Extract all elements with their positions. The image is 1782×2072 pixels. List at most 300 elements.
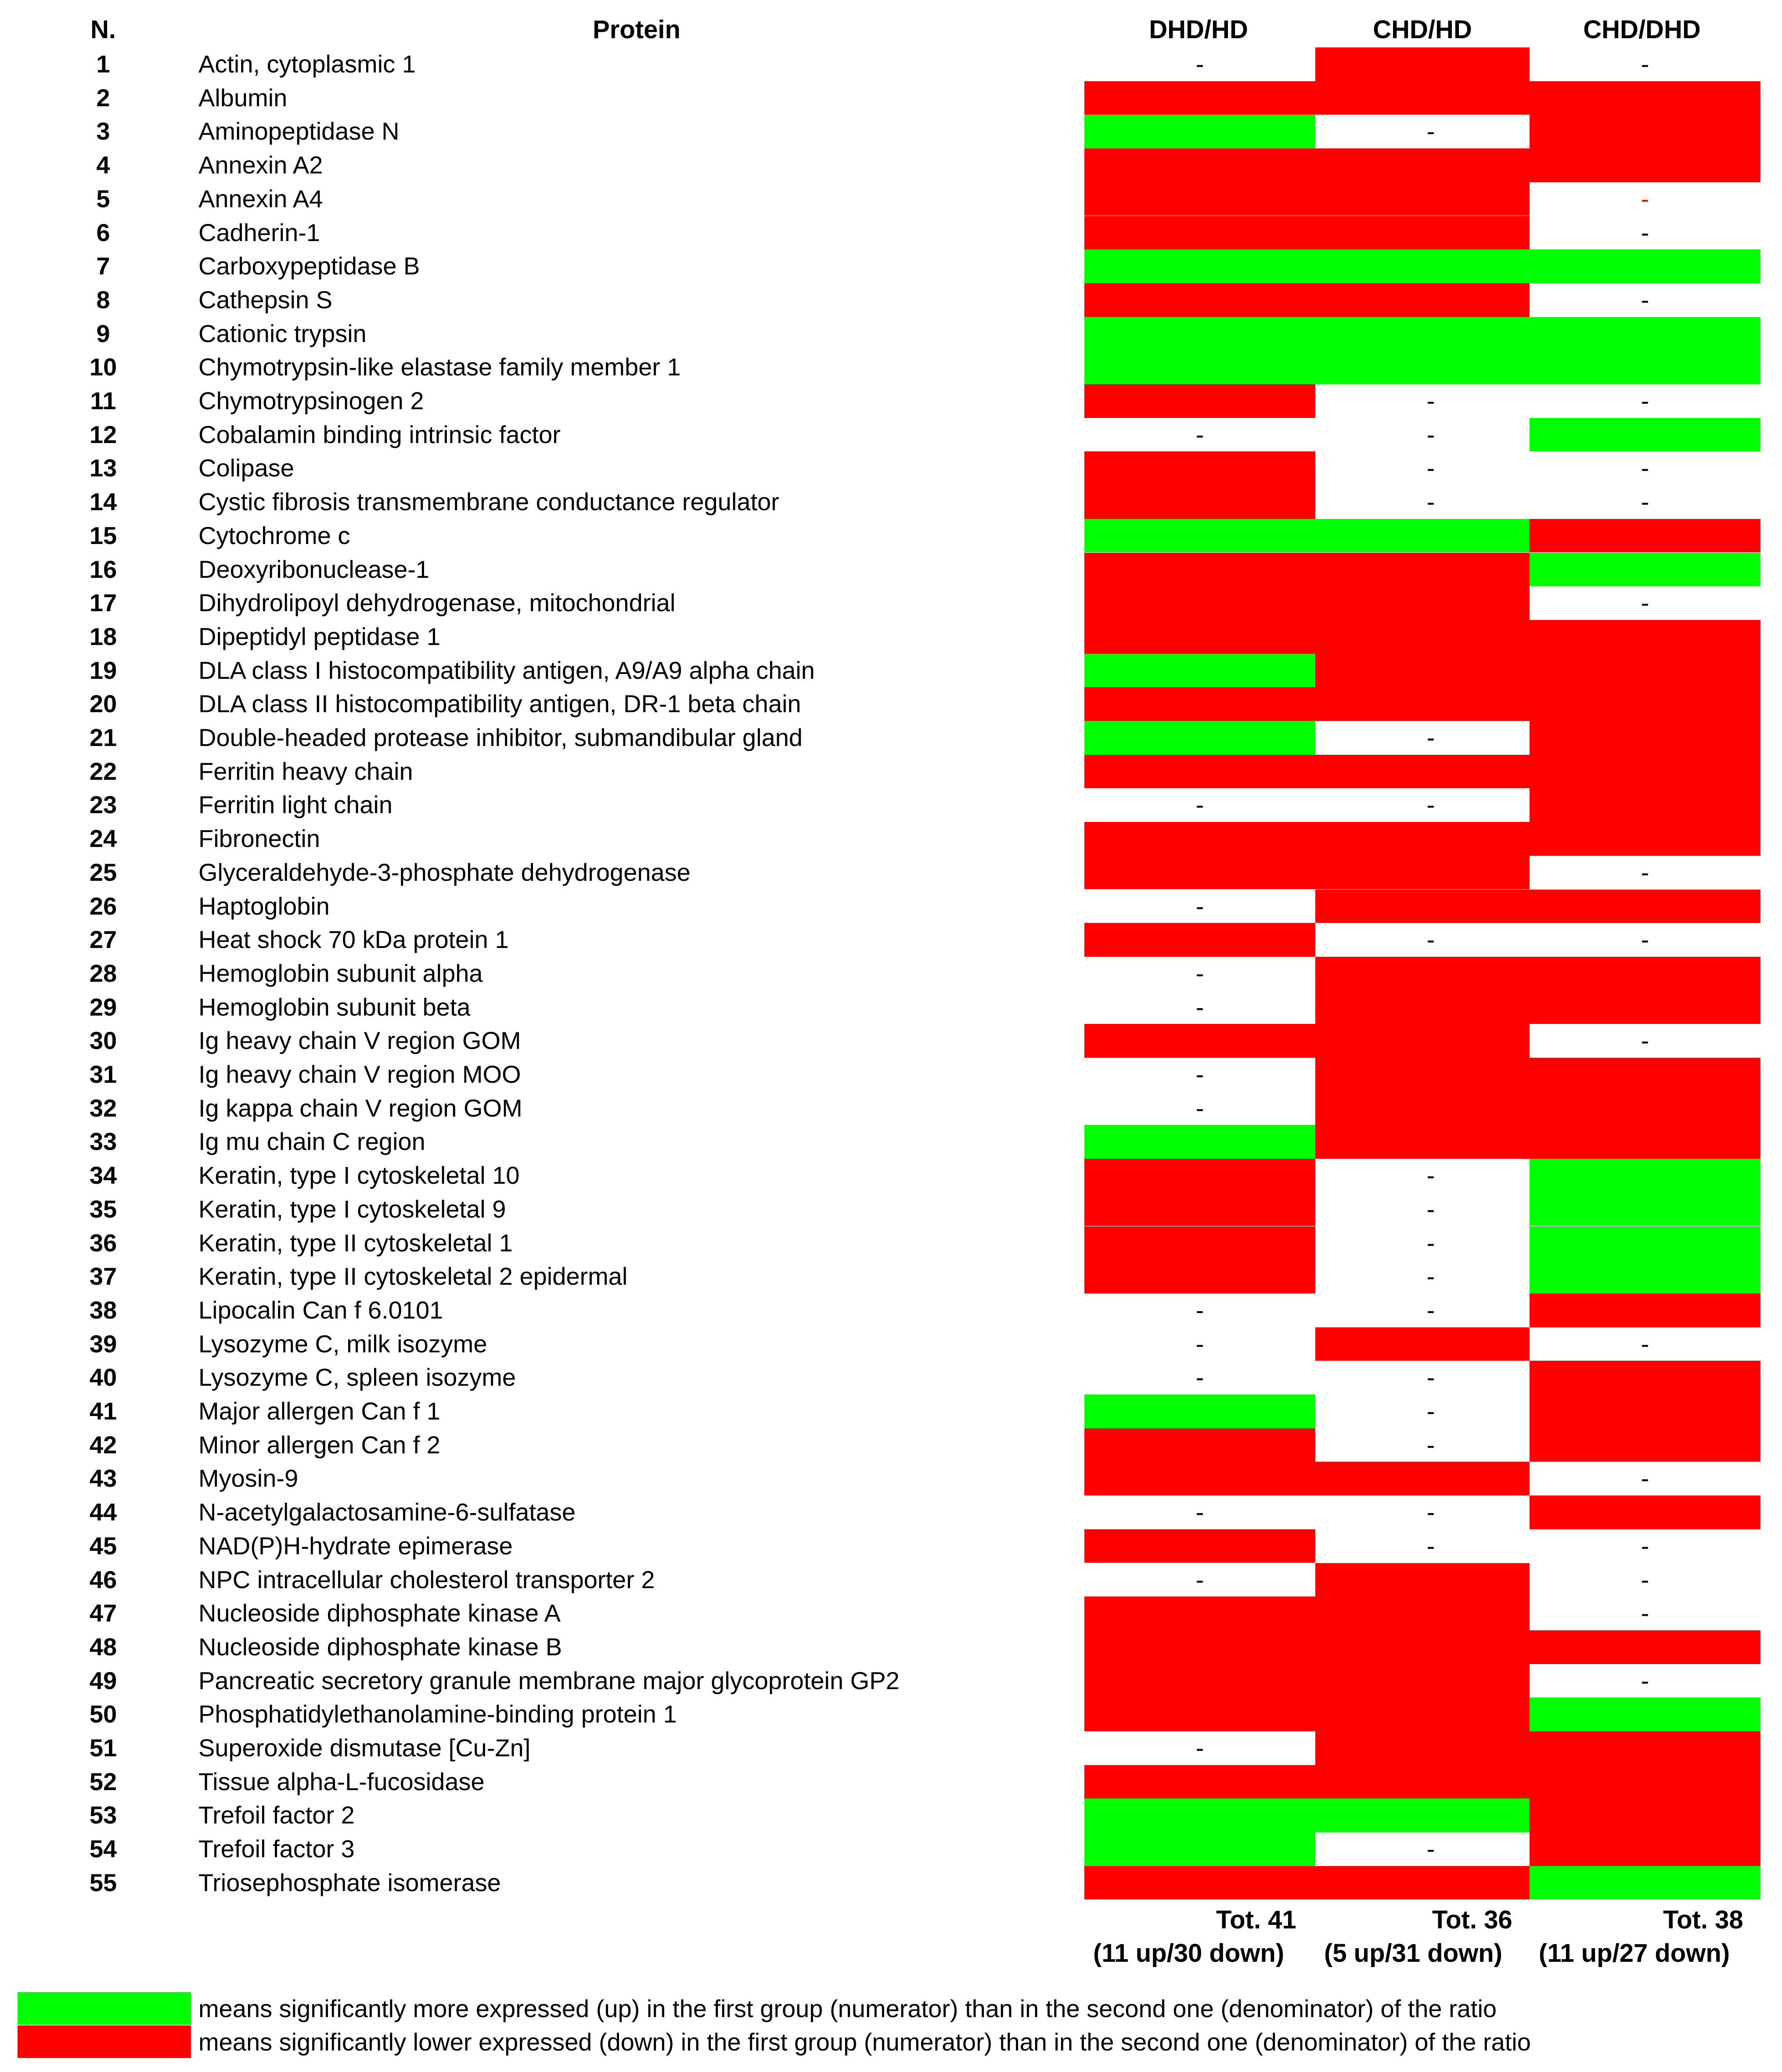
protein-name: Nucleoside diphosphate kinase B: [198, 1632, 562, 1661]
table-row: [0, 115, 1782, 148]
row-number: 12: [89, 420, 117, 448]
row-number: 24: [89, 825, 117, 853]
cell-up: [1530, 1226, 1760, 1260]
protein-name: DLA class II histocompatibility antigen, DR-1 beta chain: [198, 690, 801, 718]
legend-up-swatch: [18, 1992, 191, 2025]
cell-no-change: -: [1530, 485, 1760, 519]
row-number: 50: [89, 1700, 117, 1728]
table-row: [0, 519, 1782, 553]
row-number: 49: [89, 1666, 117, 1694]
protein-name: Myosin-9: [198, 1464, 299, 1492]
row-number: 23: [89, 791, 117, 819]
protein-name: Dihydrolipoyl dehydrogenase, mitochondrial: [198, 589, 676, 617]
row-number: 1: [96, 50, 110, 78]
table-row: [0, 1765, 1782, 1799]
table-row: [0, 1159, 1782, 1193]
cell-down: [1530, 755, 1760, 789]
cell-no-change: -: [1530, 1462, 1760, 1495]
row-number: 6: [96, 218, 110, 246]
protein-name: Triosephosphate isomerase: [198, 1868, 501, 1896]
row-number: 35: [89, 1195, 117, 1223]
protein-name: Dipeptidyl peptidase 1: [198, 622, 441, 650]
protein-name: Chymotrypsinogen 2: [198, 387, 424, 414]
cell-no-change: -: [1315, 1832, 1546, 1866]
protein-name: Cadherin-1: [198, 218, 320, 246]
table-row: [0, 822, 1782, 856]
protein-name: Keratin, type I cytoskeletal 10: [198, 1161, 520, 1189]
protein-name: NPC intracellular cholesterol transporter 2: [198, 1565, 655, 1593]
table-row: [0, 47, 1782, 81]
cell-no-change: -: [1315, 923, 1546, 957]
row-number: 54: [89, 1835, 117, 1863]
cell-down: [1084, 923, 1315, 957]
cell-down: [1530, 1058, 1760, 1092]
table-row: [0, 654, 1782, 688]
row-number: 32: [89, 1094, 117, 1122]
protein-name: Ig kappa chain V region GOM: [198, 1094, 522, 1122]
cell-down: [1530, 687, 1760, 721]
row-number: 48: [89, 1632, 117, 1661]
cell-down: [1084, 1260, 1315, 1294]
table-row: [0, 1092, 1782, 1125]
cell-down: [1315, 1058, 1546, 1092]
cell-down: [1315, 283, 1546, 317]
row-number: 40: [89, 1363, 117, 1391]
cell-down: [1315, 991, 1546, 1024]
cell-down: [1530, 822, 1760, 856]
cell-down: [1315, 1866, 1546, 1900]
row-number: 52: [89, 1767, 117, 1795]
cell-down: [1315, 1462, 1546, 1495]
row-number: 38: [89, 1296, 117, 1324]
cell-down: [1315, 216, 1546, 250]
cell-no-change: -: [1084, 1327, 1315, 1361]
cell-no-change: -: [1315, 1395, 1546, 1428]
row-number: 22: [89, 757, 117, 785]
protein-name: NAD(P)H-hydrate epimerase: [198, 1531, 513, 1560]
cell-no-change: -: [1084, 1294, 1315, 1327]
cell-up: [1084, 1125, 1315, 1159]
row-number: 7: [96, 252, 110, 280]
protein-name: Hemoglobin subunit beta: [198, 993, 471, 1021]
table-row: [0, 890, 1782, 923]
protein-name: Cystic fibrosis transmembrane conductance regulator: [198, 488, 779, 516]
cell-down: [1315, 957, 1546, 991]
protein-name: Lysozyme C, milk isozyme: [198, 1330, 487, 1358]
protein-name: Actin, cytoplasmic 1: [198, 50, 416, 78]
cell-no-change: -: [1315, 788, 1546, 822]
cell-down: [1084, 687, 1315, 721]
cell-no-change: -: [1530, 586, 1760, 620]
cell-up: [1530, 249, 1760, 283]
protein-name: DLA class I histocompatibility antigen, A9/A9 alpha chain: [198, 656, 815, 684]
cell-down: [1530, 519, 1760, 553]
cell-down: [1530, 1395, 1760, 1428]
row-number: 21: [89, 724, 117, 751]
table-row: [0, 350, 1782, 384]
cell-up: [1530, 1159, 1760, 1193]
protein-name: Annexin A2: [198, 151, 323, 179]
cell-down: [1315, 1697, 1546, 1731]
cell-down: [1084, 586, 1315, 620]
cell-down: [1084, 81, 1315, 115]
table-row: [0, 182, 1782, 216]
table-row: [0, 485, 1782, 519]
cell-down: [1084, 1024, 1315, 1058]
row-number: 17: [89, 589, 117, 617]
table-row: [0, 1697, 1782, 1731]
row-number: 9: [96, 319, 110, 347]
protein-name: Chymotrypsin-like elastase family member 1: [198, 353, 681, 381]
cell-no-change: -: [1084, 1563, 1315, 1597]
row-number: 53: [89, 1801, 117, 1829]
table-row: [0, 81, 1782, 115]
cell-no-change: -: [1530, 384, 1760, 418]
cell-up: [1315, 249, 1546, 283]
protein-name: Ferritin heavy chain: [198, 757, 413, 785]
table-row: [0, 1664, 1782, 1698]
row-number: 42: [89, 1431, 117, 1459]
cell-no-change: -: [1315, 1159, 1546, 1193]
cell-down: [1084, 1529, 1315, 1563]
cell-down: [1084, 1866, 1315, 1900]
cell-down: [1315, 1664, 1546, 1698]
table-row: [0, 1024, 1782, 1058]
row-number: 3: [96, 117, 110, 145]
row-number: 46: [89, 1565, 117, 1593]
cell-down: [1084, 1462, 1315, 1495]
protein-name: Haptoglobin: [198, 892, 330, 920]
protein-name: Lysozyme C, spleen isozyme: [198, 1363, 516, 1391]
cell-down: [1315, 1092, 1546, 1125]
cell-no-change: -: [1084, 957, 1315, 991]
row-number: 41: [89, 1397, 117, 1425]
row-number: 14: [89, 488, 117, 516]
row-number: 18: [89, 622, 117, 650]
cell-no-change: -: [1315, 1226, 1546, 1260]
cell-down: [1315, 687, 1546, 721]
cell-down: [1530, 890, 1760, 923]
cell-down: [1315, 1765, 1546, 1799]
cell-down: [1530, 1125, 1760, 1159]
cell-no-change: -: [1530, 1529, 1760, 1563]
cell-down: [1315, 182, 1546, 216]
cell-up: [1530, 418, 1760, 452]
table-row: [0, 1058, 1782, 1092]
cell-up: [1530, 553, 1760, 587]
cell-down: [1315, 148, 1546, 182]
cell-no-change: -: [1530, 1327, 1760, 1361]
cell-down: [1530, 1092, 1760, 1125]
row-number: 37: [89, 1262, 117, 1290]
protein-name: Annexin A4: [198, 184, 323, 213]
cell-up: [1084, 317, 1315, 351]
cell-down: [1530, 1361, 1760, 1395]
cell-down: [1084, 451, 1315, 485]
header-number: N.: [90, 15, 116, 44]
protein-name: Heat shock 70 kDa protein 1: [198, 926, 509, 954]
header-protein: Protein: [593, 15, 680, 44]
cell-no-change: -: [1084, 1731, 1315, 1765]
table-row: [0, 249, 1782, 283]
row-number: 11: [90, 387, 116, 414]
table-row: [0, 1125, 1782, 1159]
row-number: 55: [89, 1868, 117, 1896]
table-row: [0, 1395, 1782, 1428]
protein-name: Ig mu chain C region: [198, 1128, 425, 1156]
table-row: [0, 216, 1782, 250]
row-number: 15: [89, 521, 117, 549]
legend-up-text: means significantly more expressed (up) in the first group (numerator) than in the second one (denominator) of the ratio: [198, 1995, 1497, 2022]
protein-name: Ferritin light chain: [198, 791, 392, 819]
cell-down: [1530, 1630, 1760, 1664]
cell-no-change: -: [1530, 1664, 1760, 1698]
header-chd-hd: CHD/HD: [1373, 15, 1472, 44]
row-number: 47: [89, 1599, 117, 1627]
cell-no-change: -: [1315, 1529, 1546, 1563]
row-number: 10: [89, 353, 117, 381]
row-number: 19: [89, 656, 117, 684]
cell-no-change: -: [1530, 451, 1760, 485]
cell-down: [1084, 1596, 1315, 1630]
cell-down: [1530, 81, 1760, 115]
cell-no-change: -: [1315, 1260, 1546, 1294]
cell-up: [1315, 519, 1546, 553]
protein-name: Phosphatidylethanolamine-binding protein 1: [198, 1700, 677, 1728]
row-number: 43: [89, 1464, 117, 1492]
protein-name: Hemoglobin subunit alpha: [198, 959, 483, 987]
total-chd-hd: Tot. 36: [1432, 1906, 1512, 1934]
table-row: [0, 620, 1782, 654]
protein-name: Nucleoside diphosphate kinase A: [198, 1599, 561, 1627]
header-dhd-hd: DHD/HD: [1149, 15, 1248, 44]
table-row: [0, 1596, 1782, 1630]
cell-no-change: -: [1530, 1596, 1760, 1630]
cell-no-change: -: [1315, 1361, 1546, 1395]
table-row: [0, 1462, 1782, 1495]
table-row: [0, 1832, 1782, 1866]
protein-name: Cytochrome c: [198, 521, 350, 549]
row-number: 4: [96, 151, 110, 179]
cell-no-change: -: [1084, 47, 1315, 81]
row-number: 27: [89, 926, 117, 954]
cell-no-change: -: [1084, 1361, 1315, 1395]
cell-down: [1530, 1798, 1760, 1832]
cell-up: [1530, 1260, 1760, 1294]
protein-name: Fibronectin: [198, 825, 320, 853]
cell-down: [1084, 1664, 1315, 1698]
cell-down: [1084, 1159, 1315, 1193]
cell-down: [1530, 1832, 1760, 1866]
table-row: [0, 1193, 1782, 1226]
protein-name: Minor allergen Can f 2: [198, 1431, 440, 1459]
legend-down-swatch: [18, 2025, 191, 2058]
row-number: 13: [89, 454, 117, 482]
cell-down: [1084, 1697, 1315, 1731]
protein-name: Colipase: [198, 454, 294, 482]
row-number: 39: [89, 1330, 117, 1358]
table-row: [0, 1327, 1782, 1361]
cell-no-change: -: [1530, 1563, 1760, 1597]
protein-name: Albumin: [198, 83, 288, 112]
protein-name: Cobalamin binding intrinsic factor: [198, 420, 561, 448]
table-row: [0, 1630, 1782, 1664]
cell-up: [1084, 1395, 1315, 1428]
cell-up: [1084, 249, 1315, 283]
row-number: 29: [89, 993, 117, 1021]
cell-down: [1315, 755, 1546, 789]
row-number: 25: [89, 858, 117, 886]
total-dhd-hd: Tot. 41: [1216, 1906, 1296, 1934]
cell-down: [1315, 1563, 1546, 1597]
row-number: 51: [89, 1734, 117, 1762]
cell-down: [1084, 1765, 1315, 1799]
cell-no-change: -: [1315, 115, 1546, 148]
cell-down: [1084, 856, 1315, 890]
cell-down: [1315, 47, 1546, 81]
cell-down: [1315, 1596, 1546, 1630]
cell-up: [1315, 317, 1546, 351]
cell-no-change: -: [1530, 47, 1760, 81]
row-number: 8: [96, 285, 110, 314]
total-chd-dhd: Tot. 38: [1663, 1906, 1743, 1934]
protein-name: Cationic trypsin: [198, 319, 367, 347]
protein-name: Trefoil factor 3: [198, 1835, 355, 1863]
protein-name: Superoxide dismutase [Cu-Zn]: [198, 1734, 531, 1762]
cell-up: [1530, 317, 1760, 351]
table-row: [0, 721, 1782, 755]
table-row: [0, 553, 1782, 587]
cell-no-change: -: [1084, 418, 1315, 452]
cell-up: [1084, 519, 1315, 553]
cell-down: [1530, 1428, 1760, 1462]
table-row: [0, 418, 1782, 452]
cell-down: [1530, 654, 1760, 688]
cell-down: [1084, 384, 1315, 418]
cell-no-change: -: [1315, 1193, 1546, 1226]
cell-no-change: -: [1315, 418, 1546, 452]
cell-down: [1084, 1428, 1315, 1462]
cell-no-change: -: [1315, 1495, 1546, 1529]
cell-up: [1530, 350, 1760, 384]
table-row: [0, 283, 1782, 317]
cell-up: [1530, 1866, 1760, 1900]
protein-name: Lipocalin Can f 6.0101: [198, 1296, 443, 1324]
row-number: 45: [89, 1531, 117, 1560]
cell-down: [1315, 1024, 1546, 1058]
protein-name: Aminopeptidase N: [198, 117, 400, 145]
cell-up: [1084, 350, 1315, 384]
cell-no-change: -: [1084, 890, 1315, 923]
cell-no-change: -: [1530, 216, 1760, 250]
table-row: [0, 687, 1782, 721]
protein-name: Ig heavy chain V region GOM: [198, 1027, 521, 1055]
row-number: 28: [89, 959, 117, 987]
table-row: [0, 788, 1782, 822]
table-row: [0, 1226, 1782, 1260]
cell-down: [1315, 586, 1546, 620]
row-number: 2: [96, 83, 110, 112]
table-row: [0, 856, 1782, 890]
table-row: [0, 1798, 1782, 1832]
cell-down: [1084, 148, 1315, 182]
header-chd-dhd: CHD/DHD: [1583, 15, 1701, 44]
total-chd-hd-detail: (5 up/31 down): [1324, 1939, 1502, 1967]
cell-down: [1315, 1125, 1546, 1159]
total-chd-dhd-detail: (11 up/27 down): [1539, 1939, 1730, 1967]
cell-down: [1530, 788, 1760, 822]
protein-name: Glyceraldehyde-3-phosphate dehydrogenase: [198, 858, 691, 886]
table-row: [0, 923, 1782, 957]
row-number: 34: [89, 1161, 117, 1189]
cell-down: [1084, 1226, 1315, 1260]
table-row: [0, 755, 1782, 789]
cell-down: [1315, 1630, 1546, 1664]
protein-name: Tissue alpha-L-fucosidase: [198, 1767, 485, 1795]
cell-down: [1315, 890, 1546, 923]
cell-up: [1084, 1798, 1315, 1832]
table-row: [0, 1529, 1782, 1563]
row-number: 44: [89, 1498, 117, 1526]
cell-up: [1084, 1832, 1315, 1866]
protein-name: Major allergen Can f 1: [198, 1397, 440, 1425]
table-row: [0, 1563, 1782, 1597]
protein-name: Carboxypeptidase B: [198, 252, 420, 280]
cell-no-change: -: [1084, 1495, 1315, 1529]
cell-down: [1084, 620, 1315, 654]
cell-down: [1530, 1294, 1760, 1327]
cell-down: [1084, 822, 1315, 856]
row-number: 5: [96, 184, 110, 213]
row-number: 16: [89, 555, 117, 583]
cell-no-change: -: [1530, 182, 1760, 216]
cell-no-change: -: [1315, 721, 1546, 755]
cell-down: [1530, 115, 1760, 148]
cell-down: [1315, 822, 1546, 856]
cell-down: [1315, 1327, 1546, 1361]
cell-no-change: -: [1084, 788, 1315, 822]
cell-down: [1084, 182, 1315, 216]
table-row: [0, 586, 1782, 620]
cell-up: [1530, 1697, 1760, 1731]
protein-name: N-acetylgalactosamine-6-sulfatase: [198, 1498, 576, 1526]
table-row: [0, 451, 1782, 485]
cell-no-change: -: [1315, 485, 1546, 519]
cell-down: [1084, 553, 1315, 587]
cell-down: [1315, 1731, 1546, 1765]
cell-down: [1530, 1765, 1760, 1799]
protein-name: Double-headed protease inhibitor, submandibular gland: [198, 724, 803, 751]
table-row: [0, 1731, 1782, 1765]
cell-down: [1084, 485, 1315, 519]
protein-name: Pancreatic secretory granule membrane major glycoprotein GP2: [198, 1666, 900, 1694]
row-number: 30: [89, 1027, 117, 1055]
row-number: 31: [89, 1060, 117, 1088]
cell-no-change: -: [1315, 1428, 1546, 1462]
cell-no-change: -: [1084, 1058, 1315, 1092]
cell-down: [1084, 1193, 1315, 1226]
cell-down: [1084, 755, 1315, 789]
cell-no-change: -: [1530, 283, 1760, 317]
table-row: [0, 1260, 1782, 1294]
cell-down: [1315, 81, 1546, 115]
cell-down: [1530, 148, 1760, 182]
table-row: [0, 1428, 1782, 1462]
cell-down: [1530, 620, 1760, 654]
cell-down: [1084, 1630, 1315, 1664]
cell-no-change: -: [1530, 923, 1760, 957]
cell-down: [1084, 216, 1315, 250]
